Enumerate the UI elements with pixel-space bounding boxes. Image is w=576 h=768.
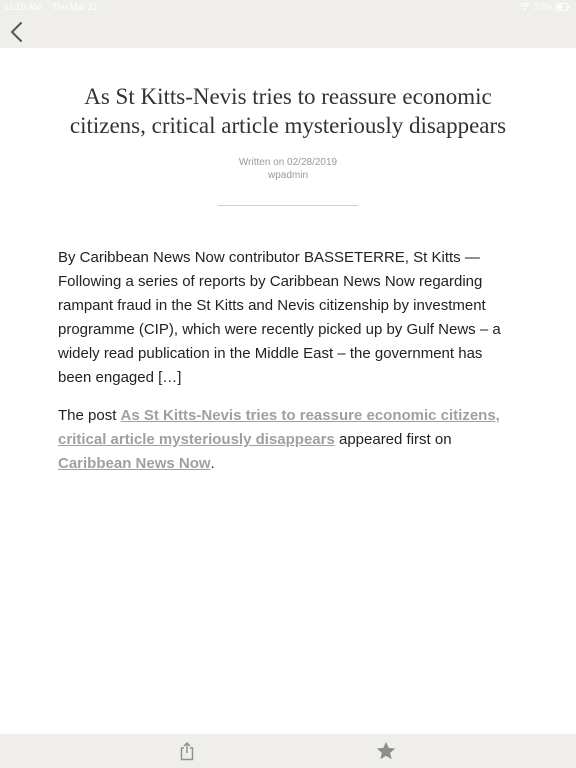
paragraph-source xyxy=(58,404,518,476)
author: wpadmin xyxy=(267,170,309,181)
share-icon xyxy=(178,748,196,765)
battery-percent: 37% xyxy=(533,2,552,12)
chevron-left-icon xyxy=(6,31,30,48)
article-meta xyxy=(0,156,576,182)
status-date: Thu Mar 21 xyxy=(52,2,99,12)
article-title-link[interactable]: As St Kitts-Nevis tries to reassure economic citizens, critical article mysteriously disappears xyxy=(58,407,500,448)
status-bar xyxy=(0,0,576,16)
nav-bar xyxy=(0,16,576,48)
bottom-toolbar xyxy=(0,734,576,768)
divider xyxy=(218,205,358,206)
wifi-icon xyxy=(520,3,530,11)
source-link[interactable]: Caribbean News Now xyxy=(58,455,211,472)
source-middle: appeared first on xyxy=(334,431,452,448)
battery-icon xyxy=(556,3,570,11)
source-prefix: The post xyxy=(58,407,121,424)
article xyxy=(0,48,576,490)
source-suffix: . xyxy=(210,455,215,472)
status-time: 11:10 AM xyxy=(4,2,42,12)
written-on: Written on 02/28/2019 xyxy=(238,157,338,168)
article-title: As St Kitts-Nevis tries to reassure economic citizens, critical article mysteriously disappears xyxy=(69,84,507,138)
favorite-button[interactable] xyxy=(375,740,397,762)
paragraph-excerpt: By Caribbean News Now contributor BASSETERRE, St Kitts — Following a series of reports by Caribbean News Now regarding rampant fraud in the St Kitts and Nevis citizenship by investment programme (CIP), which were recently picked up by Gulf News – a widely read publication in the Middle East – the government has been engaged […] xyxy=(58,249,501,386)
star-icon xyxy=(375,749,397,766)
status-right xyxy=(520,2,570,12)
share-button[interactable] xyxy=(178,741,196,761)
back-button[interactable] xyxy=(6,20,30,44)
article-body xyxy=(58,246,518,476)
